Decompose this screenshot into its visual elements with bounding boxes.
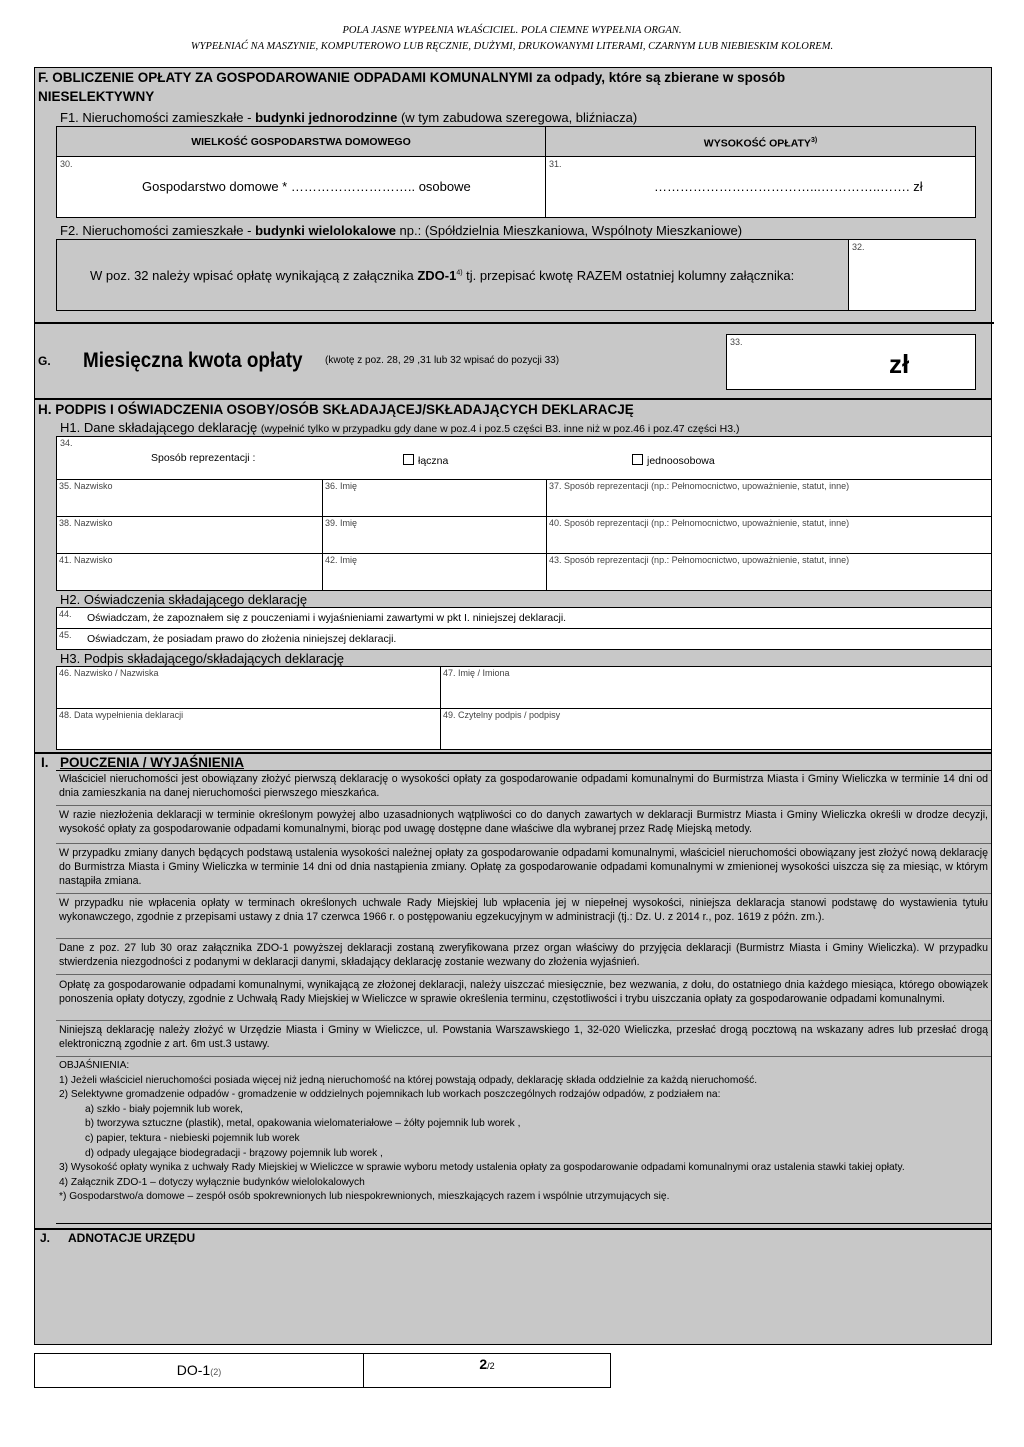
checkbox-individual[interactable] xyxy=(632,454,643,465)
instruction-paragraph: W razie niezłożenia deklaracji w terminie określonym powyżej albo uzasadnionych wątpliwości co do danych zawartych w deklaracji Burmistrz Miasta i Gminy Wieliczka określi w drodze decyzji, wysokość opłaty za gospodarowanie odpadami komunalnymi, biorąc pod uwagę dostępne dane właściwe dla wybranej przez Radę Miejską metody. xyxy=(56,808,991,844)
field-48-date[interactable]: 48. Data wypełnienia deklaracji xyxy=(56,708,441,750)
section-i-title: POUCZENIA / WYJAŚNIENIA xyxy=(60,755,245,770)
field-42-first-name[interactable]: 42. Imię xyxy=(322,553,547,591)
field-38-surname[interactable]: 38. Nazwisko xyxy=(56,516,323,554)
field-37-representation-type[interactable]: 37. Sposób reprezentacji (np.: Pełnomocnictwo, upoważnienie, statut, inne) xyxy=(546,479,992,517)
section-i-rule xyxy=(56,770,992,771)
field-39-first-name[interactable]: 39. Imię xyxy=(322,516,547,554)
section-h-title: H. PODPIS I OŚWIADCZENIA OSOBY/OSÓB SKŁADAJĄCEJ/SKŁADAJĄCYCH DEKLARACJĘ xyxy=(38,402,634,417)
field-33-monthly-amount[interactable]: 33. zł xyxy=(726,334,976,390)
f2-instruction-box: W poz. 32 należy wpisać opłatę wynikającą z załącznika ZDO-1$^{4)}$ tj. przepisać kwotę RAZEM ostatniej kolumny załącznika: xyxy=(56,239,849,311)
divider-g-h xyxy=(34,398,992,400)
header-line-2: WYPEŁNIAĆ NA MASZYNIE, KOMPUTEROWO LUB RĘCZNIE, DUŻYMI, DRUKOWANYMI LITERAMI, CZARNYM LUB NIEBIESKIM KOLOREM. xyxy=(190,41,834,52)
section-j-letter: J. xyxy=(40,1231,51,1245)
field-49-signature[interactable]: 49. Czytelny podpis / podpisy xyxy=(440,708,992,750)
field-32-multi-unit-fee[interactable]: 32. xyxy=(848,239,976,311)
instruction-paragraph: Dane z poz. 27 lub 30 oraz załącznika ZDO-1 powyższej deklaracji zostaną zweryfikowana przez organ właściwy do przyjęcia deklaracji (Burmistrz Miasta i Gminy Wieliczka). W przypadku stwierdzenia niezgodności z podanymi w deklaracji danymi, składający deklarację zostanie wezwany do złożenia wyjaśnień. xyxy=(56,941,991,975)
divider-i-j xyxy=(34,1228,992,1230)
option-joint[interactable]: łączna xyxy=(403,454,448,467)
field-36-first-name[interactable]: 36. Imię xyxy=(322,479,547,517)
h3-heading: H3. Podpis składającego/składających deklarację xyxy=(60,651,344,666)
field-47-first-names[interactable]: 47. Imię / Imiona xyxy=(440,666,992,709)
instruction-paragraph: Właściciel nieruchomości jest obowiązany złożyć pierwszą deklarację o wysokości opłaty za gospodarowanie odpadami komunalnymi do Burmistrza Miasta i Gminy Wieliczka w terminie 14 dni od dnia zamieszkania na danej nieruchomości pierwszego mieszkańca. xyxy=(56,772,991,806)
section-g-note: (kwotę z poz. 28, 29 ,31 lub 32 wpisać do pozycji 33) xyxy=(325,355,560,366)
field-34-representation: 34. Sposób reprezentacji : łączna jednoosobowa xyxy=(56,436,992,480)
field-35-surname[interactable]: 35. Nazwisko xyxy=(56,479,323,517)
section-g-letter: G. xyxy=(38,354,51,368)
f1-col1-header: WIELKOŚĆ GOSPODARSTWA DOMOWEGO xyxy=(56,126,546,157)
field-41-surname[interactable]: 41. Nazwisko xyxy=(56,553,323,591)
f1-col2-header: WYSOKOŚĆ OPŁATY$^{3)}$ xyxy=(545,126,976,157)
field-44-statement[interactable]: 44. Oświadczam, że zapoznałem się z pouczeniami i wyjaśnieniami zawartymi w pkt I. niniejszej deklaracji. xyxy=(56,607,992,629)
field-43-representation-type[interactable]: 43. Sposób reprezentacji (np.: Pełnomocnictwo, upoważnienie, statut, inne) xyxy=(546,553,992,591)
footer-form-id: DO-1(2) xyxy=(34,1353,364,1388)
divider-f-g xyxy=(34,322,994,324)
divider-h-i xyxy=(34,752,992,754)
instruction-paragraph: W przypadku nie wpłacenia opłaty w terminach określonych uchwale Rady Miejskiej lub wpłacenia jej w niepełnej wysokości, niniejsza deklaracja stanowi podstawę do wystawienia tytułu wykonawczego, zgodnie z przepisami ustawy z dnia 17 czerwca 1966 r. o postępowaniu egzekucyjnym w administracji (tj.: Dz. U. z 2014 r., poz. 1619 z późn. zm.). xyxy=(56,896,991,939)
field-45-statement[interactable]: 45. Oświadczam, że posiadam prawo do złożenia niniejszej deklaracji. xyxy=(56,628,992,650)
checkbox-joint[interactable] xyxy=(403,454,414,465)
field-46-surnames[interactable]: 46. Nazwisko / Nazwiska xyxy=(56,666,441,709)
option-individual[interactable]: jednoosobowa xyxy=(632,454,715,467)
section-j-title: ADNOTACJE URZĘDU xyxy=(68,1231,196,1245)
h1-heading: H1. Dane składającego deklarację (wypełnić tylko w przypadku gdy dane w poz.4 i poz.5 części B3. inne niż w poz.46 i poz.47 części H3.) xyxy=(60,420,740,435)
field-30-household-size[interactable]: 30. Gospodarstwo domowe * ……………………….. osobowe xyxy=(56,156,546,218)
section-f-title-2: NIESELEKTYWNY xyxy=(38,89,155,104)
f1-heading: F1. Nieruchomości zamieszkałe - budynki jednorodzinne (w tym zabudowa szeregowa, bliźniacza) xyxy=(60,110,638,125)
instruction-paragraph: W przypadku zmiany danych będących podstawą ustalenia wysokości należnej opłaty za gospodarowanie odpadami komunalnymi, właściciel nieruchomości obowiązany jest złożyć nową deklarację do Burmistrza Miasta i Gminy Wieliczka w terminie 14 dni od dnia nastąpienia zmiany. Opłatę za gospodarowanie odpadami komunalnymi w zmienionej wysokości uiszcza się za miesiąc, w którym nastąpiła zmiana. xyxy=(56,846,991,894)
field-31-fee-amount[interactable]: 31. ………………………………...…………..……. zł xyxy=(545,156,976,218)
section-i-letter: I. xyxy=(41,755,49,770)
instruction-paragraph: Niniejszą deklarację należy złożyć w Urzędzie Miasta i Gminy w Wieliczce, ul. Powstania Warszawskiego 1, 32-020 Wieliczka, przesłać drogą pocztową na wskazany adres lub przesłać drogą elektroniczną zgodnie z art. 6m ust.3 ustawy. xyxy=(56,1023,991,1057)
instruction-paragraph: Opłatę za gospodarowanie odpadami komunalnymi, wynikającą ze złożonej deklaracji, należy uiszczać miesięcznie, bez wezwania, z dołu, do ostatniego dnia każdego miesiąca, którego obowiązek ponoszenia opłaty dotyczy, zgodnie z Uchwałą Rady Miejskiej w Wieliczce w sprawie określenia terminu, częstotliwości i trybu uiszczania opłaty za gospodarowanie odpadami komunalnymi. xyxy=(56,978,991,1021)
h2-heading: H2. Oświadczenia składającego deklarację xyxy=(60,592,308,607)
field-40-representation-type[interactable]: 40. Sposób reprezentacji (np.: Pełnomocnictwo, upoważnienie, statut, inne) xyxy=(546,516,992,554)
header-line-1: POLA JASNE WYPEŁNIA WŁAŚCICIEL. POLA CIEMNE WYPEŁNIA ORGAN. xyxy=(342,25,682,36)
footer-page-number: 2/2 xyxy=(363,1353,611,1388)
f2-heading: F2. Nieruchomości zamieszkałe - budynki wielolokalowe np.: (Spółdzielnia Mieszkaniowa, Wspólnoty Mieszkaniowe) xyxy=(60,223,743,238)
section-g-title: Miesięczna kwota opłaty xyxy=(83,349,303,372)
explanations-block: OBJAŚNIENIA: 1) Jeżeli właściciel nieruchomości posiada więcej niż jedną nieruchomość na której powstają odpady, deklarację składa oddzielnie za każdą nieruchomość. 2) Selektywne gromadzenie odpadów - gromadzenie w oddzielnych pojemnikach lub workach poszczególnych rodzajów odpadów, z podziałem na: a) szkło - biały pojemnik lub worek, b) tworzywa sztuczne (plastik), metal, opakowania wielomateriałowe – żółty pojemnik lub worek , c) papier, tektura - niebieski pojemnik lub worek d) odpady ulegające biodegradacji - brązowy pojemnik lub worek , 3) Wysokość opłaty wynika z uchwały Rady Miejskiej w Wieliczce w sprawie wyboru metody ustalenia opłaty za gospodarowanie odpadami komunalnymi oraz ustalenia stawki takiej opłaty. 4) Załącznik ZDO-1 – dotyczy wyłącznie budynków wielolokalowych *) Gospodarstwo/a domowe – zespół osób spokrewnionych lub niespokrewnionych, mieszkających razem i wspólnie utrzymujących się. xyxy=(56,1058,992,1224)
section-f-title-1: F. OBLICZENIE OPŁATY ZA GOSPODAROWANIE ODPADAMI KOMUNALNYMI za odpady, które są zbierane w sposób xyxy=(38,70,786,85)
